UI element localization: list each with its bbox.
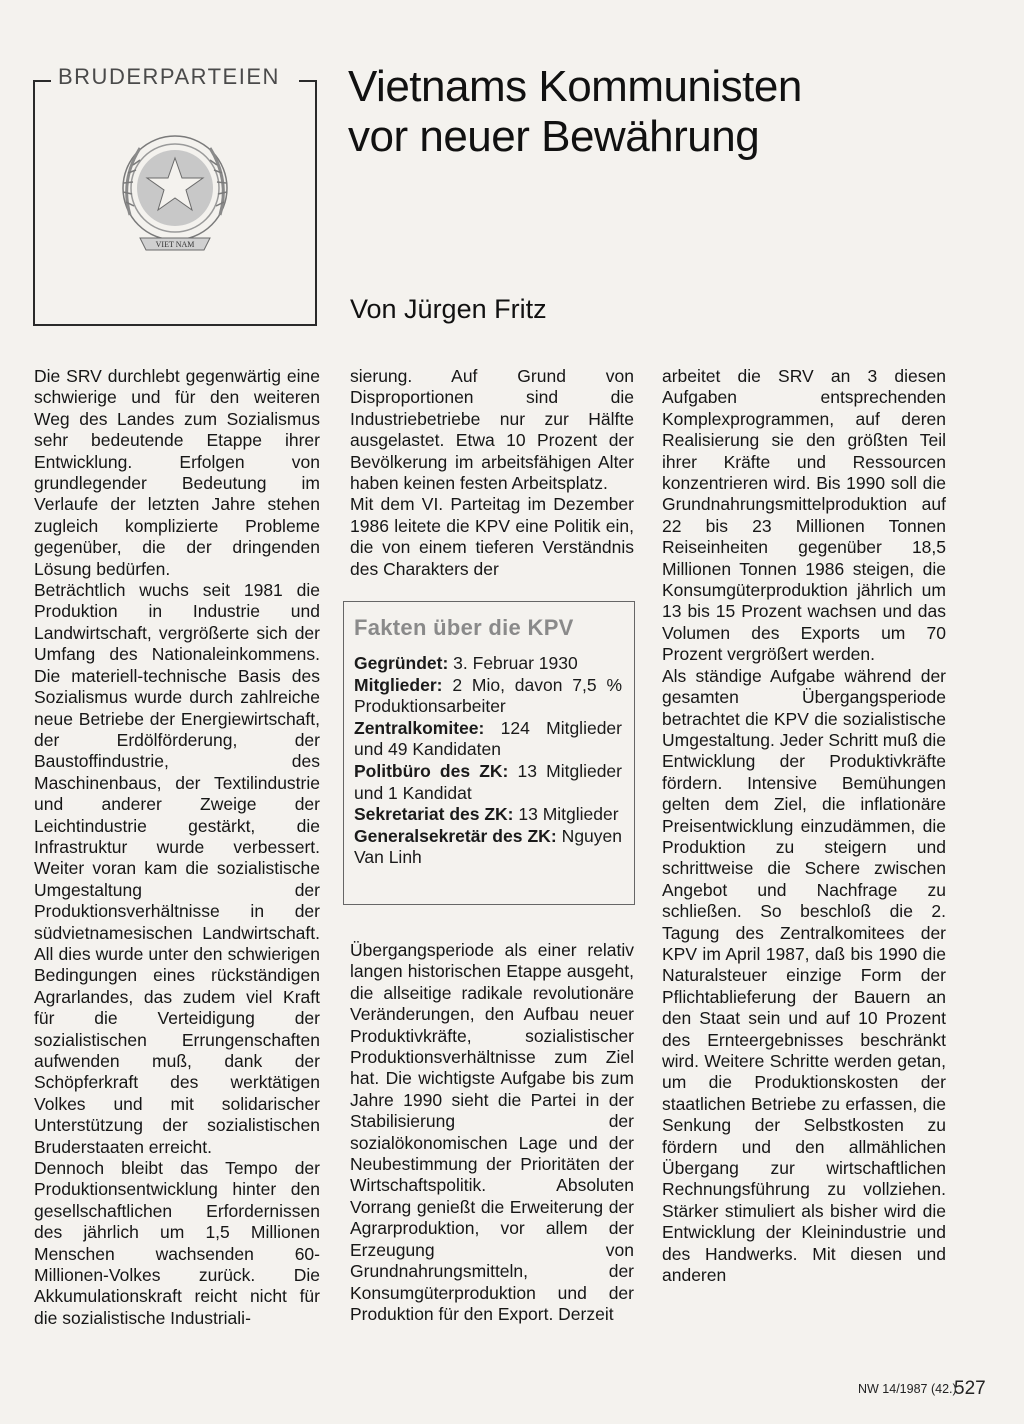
- issue-reference: NW 14/1987 (42.): [858, 1382, 957, 1396]
- title-line-1: Vietnams Kommunisten: [348, 62, 802, 111]
- paragraph: arbeitet die SRV an 3 diesen Aufgaben entsprechenden Komplexprogrammen, auf deren Realisierung sie den größten Teil ihrer Kräfte und Ressourcen konzentrieren wird. Bis 1990 soll die Grundnahrungsmittelproduktion auf 22 bis 23 Millionen Tonnen Reiseinheiten gegenüber 18,5 Millionen Tonnen 1986 steigen, die Konsumgüterproduktion jährlich um 13 bis 15 Prozent wachsen und das Volumen des Exports um 70 Prozent vergrößert werden.: [662, 366, 946, 665]
- vietnam-emblem-icon: [100, 120, 250, 270]
- text-column-2-bottom: [350, 940, 634, 1325]
- paragraph: Mit dem VI. Parteitag im Dezember 1986 leitete die KPV eine Politik ein, die von einem tieferen Verständnis des Charakters der: [350, 494, 634, 579]
- rubric-label: BRUDERPARTEIEN: [54, 64, 284, 90]
- facts-item: [354, 804, 622, 826]
- facts-item-label: Mitglieder:: [354, 674, 443, 695]
- facts-item-label: Zentralkomitee:: [354, 717, 485, 738]
- facts-item-label: Politbüro des ZK:: [354, 760, 509, 781]
- facts-item-value: Nguyen Van Linh: [354, 825, 622, 868]
- emblem-banner-text: VIET NAM: [155, 240, 195, 249]
- paragraph: Die SRV durchlebt gegenwärtig eine schwierige und für den weiteren Weg des Landes zum Sozialismus sehr bedeutende Etappe ihrer Entwicklung. Erfolgen von grundlegender Bedeutung im Verlaufe der letzten Jahre stehen zugleich komplizierte Probleme gegenüber, die der dringenden Lösung bedürfen.: [34, 366, 320, 579]
- facts-item-label: Sekretariat des ZK:: [354, 804, 514, 825]
- facts-item-label: Gegründet:: [354, 653, 449, 673]
- page-number: 527: [954, 1378, 986, 1399]
- text-column-3: [662, 366, 946, 1286]
- facts-item: [354, 675, 622, 718]
- facts-item: [354, 761, 622, 804]
- facts-item: [354, 826, 622, 869]
- paragraph: sierung. Auf Grund von Disproportionen sind die Industriebetriebe nur zur Hälfte ausgelastet. Etwa 10 Prozent der Bevölkerung im arbeitsfähigen Alter haben keinen festen Arbeitsplatz.: [350, 366, 634, 494]
- facts-item-value: 13 Mitglieder und 1 Kandidat: [354, 760, 622, 803]
- facts-box-top-rule: [343, 601, 635, 602]
- facts-heading: Fakten über die KPV: [354, 615, 574, 640]
- facts-item: [354, 653, 622, 675]
- facts-item-label: Generalsekretär des ZK:: [354, 825, 557, 846]
- text-column-2-top: [350, 366, 634, 580]
- paragraph: Dennoch bleibt das Tempo der Produktionsentwicklung hinter den gesellschaftlichen Erfordernissen des jährlich um 1,5 Millionen Menschen wachsenden 60-Millionen-Volkes zurück. Die Akkumulationskraft reicht nicht für die sozialistische Industriali-: [34, 1158, 320, 1328]
- title-line-2: vor neuer Bewährung: [348, 112, 760, 161]
- paragraph: Beträchtlich wuchs seit 1981 die Produktion in Industrie und Landwirtschaft, vergrößerte sich der Umfang des Nationaleinkommens. Die materiell-technische Basis des Sozialismus wurde durch zahlreiche neue Betriebe der Energiewirtschaft, der Erdölförderung, der Baustoffindustrie, des Maschinenbaus, der Textilindustrie und anderer Zweige der Leichtindustrie gestärkt, die Infrastruktur wurde verbessert. Weiter voran kam die sozialistische Umgestaltung der Produktionsverhältnisse in der südvietnamesischen Landwirtschaft. All dies wurde unter den schwierigen Bedingungen eines rückständigen Agrarlandes, das zudem viel Kraft für die Verteidigung der sozialistischen Errungenschaften aufwenden muß, dank der Schöpferkraft des werktätigen Volkes und mit solidarischer Unterstützung der sozialistischen Bruderstaaten erreicht.: [34, 580, 320, 1157]
- article-title: [348, 62, 1008, 162]
- facts-box: [343, 601, 635, 905]
- facts-item-value: 124 Mitglieder und 49 Kandidaten: [354, 717, 622, 760]
- paragraph: Als ständige Aufgabe während der gesamten Übergangsperiode betrachtet die KPV die sozialistische Umgestaltung. Jeder Schritt muß die Entwicklung der Produktivkräfte fördern. Intensive Bemühungen gelten dem Ziel, die inflationäre Preisentwicklung einzudämmen, die Produktion zu steigern und schrittweise die Schere zwischen Angebot und Nachfrage zu schließen. So beschloß die 2. Tagung des Zentralkomitees der KPV im April 1987, daß bis 1990 die Naturalsteuer einzige Form der Pflichtablieferung der Bauern an den Staat sein und auf 10 Prozent des Ernteergebnisses beschränkt wird. Weitere Schritte werden getan, um die Produktionskosten der staatlichen Betriebe zu erfassen, die Senkung der Selbstkosten zu fördern und den allmählichen Übergang zur wirtschaftlichen Rechnungsführung zu vollziehen. Stärker stimuliert als bisher wird die Entwicklung der Kleinindustrie und des Handwerks. Mit diesen und anderen: [662, 665, 947, 1286]
- text-column-1: [34, 366, 320, 1329]
- facts-item-value: 13 Mitglieder: [513, 804, 619, 825]
- facts-item-value: 2 Mio, davon 7,5 % Produktionsarbeiter: [354, 674, 622, 717]
- box-top-left-rule: [33, 80, 51, 82]
- article-author: Von Jürgen Fritz: [350, 294, 547, 324]
- facts-item-value: 3. Februar 1930: [448, 653, 578, 673]
- facts-item: [354, 718, 622, 761]
- box-top-right-rule: [299, 80, 317, 82]
- paragraph: Übergangsperiode als einer relativ langen historischen Etappe ausgeht, die allseitige radikale revolutionäre Veränderungen, den Aufbau neuer Produktivkräfte, sozialistischer Produktionsverhältnisse zum Ziel hat. Die wichtigste Aufgabe bis zum Jahre 1990 sieht die Partei in der Stabilisierung der sozialökonomischen Lage und der Neubestimmung der Prioritäten der Wirtschaftspolitik. Absoluten Vorrang genießt die Erweiterung der Agrarproduktion, vor allem der Erzeugung von Grundnahrungsmitteln, der Konsumgüterproduktion und der Produktion für den Export. Derzeit: [350, 940, 634, 1324]
